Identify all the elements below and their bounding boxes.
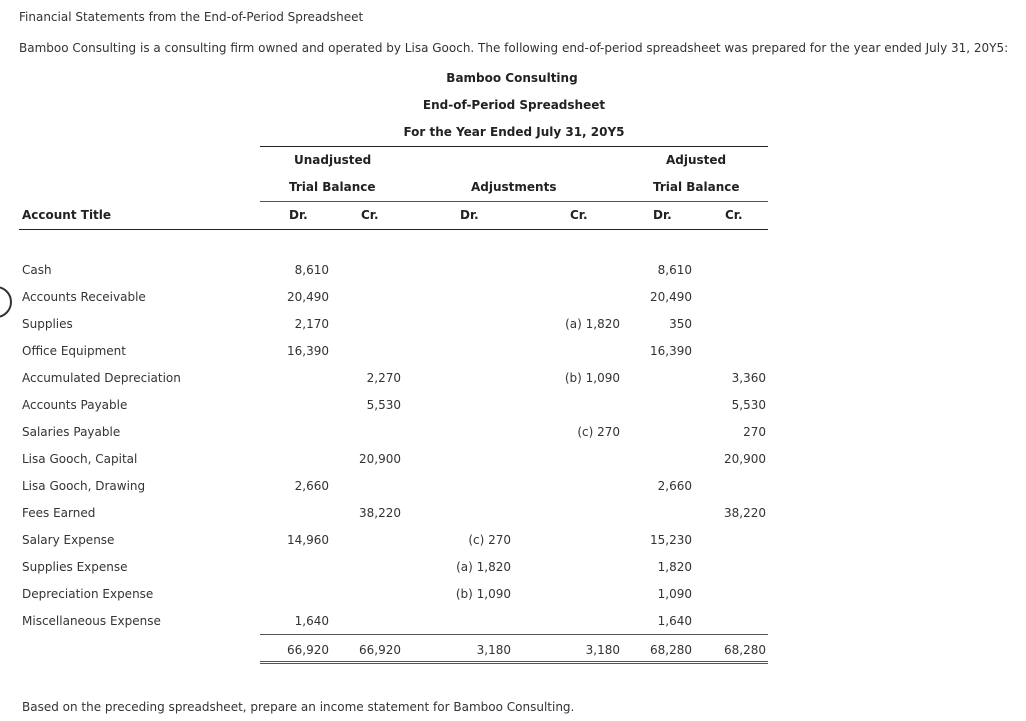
amount-cell-adj-cr: (c) 270 bbox=[577, 425, 620, 439]
total-utb-dr: 66,920 bbox=[287, 643, 329, 657]
unadjusted-trial-balance-header: Trial Balance bbox=[289, 180, 376, 194]
atb-dr-header: Dr. bbox=[653, 208, 672, 222]
amount-cell-atb-dr: 1,640 bbox=[657, 614, 692, 628]
account-title-header: Account Title bbox=[22, 208, 112, 222]
amount-cell-adj-dr: (a) 1,820 bbox=[456, 560, 511, 574]
account-title-cell: Lisa Gooch, Capital bbox=[22, 452, 138, 466]
account-title-cell: Supplies Expense bbox=[22, 560, 128, 574]
intro-text: Bamboo Consulting is a consulting firm owned and operated by Lisa Gooch. The following end-of-period spreadsheet was prepared for the year ended July 31, 20Y5: bbox=[19, 41, 1009, 55]
amount-cell-utb-cr: 20,900 bbox=[359, 452, 401, 466]
adj-dr-header: Dr. bbox=[460, 208, 479, 222]
adjusted-header: Adjusted bbox=[666, 153, 727, 167]
total-adj-cr: 3,180 bbox=[585, 643, 620, 657]
amount-cell-utb-dr: 2,660 bbox=[294, 479, 329, 493]
column-header-rule bbox=[19, 229, 768, 230]
amount-cell-utb-cr: 38,220 bbox=[359, 506, 401, 520]
amount-cell-utb-cr: 2,270 bbox=[366, 371, 401, 385]
total-adj-dr: 3,180 bbox=[476, 643, 511, 657]
atb-cr-header: Cr. bbox=[725, 208, 743, 222]
spreadsheet-period: For the Year Ended July 31, 20Y5 bbox=[403, 125, 625, 139]
amount-cell-atb-dr: 16,390 bbox=[650, 344, 692, 358]
amount-cell-atb-cr: 20,900 bbox=[724, 452, 766, 466]
amount-cell-atb-dr: 15,230 bbox=[650, 533, 692, 547]
unadjusted-header: Unadjusted bbox=[294, 153, 372, 167]
amount-cell-utb-dr: 2,170 bbox=[294, 317, 329, 331]
adjusted-trial-balance-header: Trial Balance bbox=[653, 180, 740, 194]
totals-rule-1 bbox=[260, 661, 768, 662]
amount-cell-atb-dr: 350 bbox=[669, 317, 692, 331]
header-rule bbox=[260, 201, 768, 202]
account-title-cell: Miscellaneous Expense bbox=[22, 614, 161, 628]
utb-cr-header: Cr. bbox=[361, 208, 379, 222]
amount-cell-atb-dr: 2,660 bbox=[657, 479, 692, 493]
account-title-cell: Accounts Payable bbox=[22, 398, 128, 412]
amount-cell-atb-cr: 5,530 bbox=[731, 398, 766, 412]
title-rule bbox=[260, 146, 768, 147]
account-title-cell: Depreciation Expense bbox=[22, 587, 154, 601]
amount-cell-adj-cr: (a) 1,820 bbox=[565, 317, 620, 331]
amount-cell-adj-dr: (b) 1,090 bbox=[455, 587, 511, 601]
account-title-cell: Salary Expense bbox=[22, 533, 115, 547]
amount-cell-atb-dr: 1,820 bbox=[657, 560, 692, 574]
page-heading: Financial Statements from the End-of-Period Spreadsheet bbox=[19, 10, 364, 24]
account-title-cell: Cash bbox=[22, 263, 52, 277]
amount-cell-utb-dr: 1,640 bbox=[294, 614, 329, 628]
adj-cr-header: Cr. bbox=[570, 208, 588, 222]
amount-cell-adj-dr: (c) 270 bbox=[468, 533, 511, 547]
amount-cell-adj-cr: (b) 1,090 bbox=[564, 371, 620, 385]
account-title-cell: Accounts Receivable bbox=[22, 290, 146, 304]
circle-marker-icon bbox=[0, 286, 12, 318]
account-title-cell: Salaries Payable bbox=[22, 425, 121, 439]
totals-top-rule bbox=[260, 634, 768, 635]
totals-rule-2 bbox=[260, 663, 768, 664]
account-title-cell: Office Equipment bbox=[22, 344, 126, 358]
amount-cell-utb-dr: 8,610 bbox=[294, 263, 329, 277]
company-name: Bamboo Consulting bbox=[446, 71, 578, 85]
total-atb-cr: 68,280 bbox=[724, 643, 766, 657]
amount-cell-atb-dr: 8,610 bbox=[657, 263, 692, 277]
utb-dr-header: Dr. bbox=[289, 208, 308, 222]
amount-cell-atb-dr: 1,090 bbox=[657, 587, 692, 601]
amount-cell-utb-dr: 20,490 bbox=[287, 290, 329, 304]
total-utb-cr: 66,920 bbox=[359, 643, 401, 657]
account-title-cell: Lisa Gooch, Drawing bbox=[22, 479, 146, 493]
amount-cell-atb-cr: 3,360 bbox=[731, 371, 766, 385]
account-title-cell: Fees Earned bbox=[22, 506, 96, 520]
amount-cell-utb-dr: 16,390 bbox=[287, 344, 329, 358]
instruction-text: Based on the preceding spreadsheet, prepare an income statement for Bamboo Consulting. bbox=[22, 700, 575, 714]
spreadsheet-title: End-of-Period Spreadsheet bbox=[422, 98, 606, 112]
amount-cell-utb-cr: 5,530 bbox=[366, 398, 401, 412]
amount-cell-atb-dr: 20,490 bbox=[650, 290, 692, 304]
total-atb-dr: 68,280 bbox=[650, 643, 692, 657]
amount-cell-atb-cr: 270 bbox=[743, 425, 766, 439]
adjustments-header: Adjustments bbox=[471, 180, 557, 194]
account-title-cell: Supplies bbox=[22, 317, 73, 331]
amount-cell-atb-cr: 38,220 bbox=[724, 506, 766, 520]
amount-cell-utb-dr: 14,960 bbox=[287, 533, 329, 547]
account-title-cell: Accumulated Depreciation bbox=[22, 371, 181, 385]
